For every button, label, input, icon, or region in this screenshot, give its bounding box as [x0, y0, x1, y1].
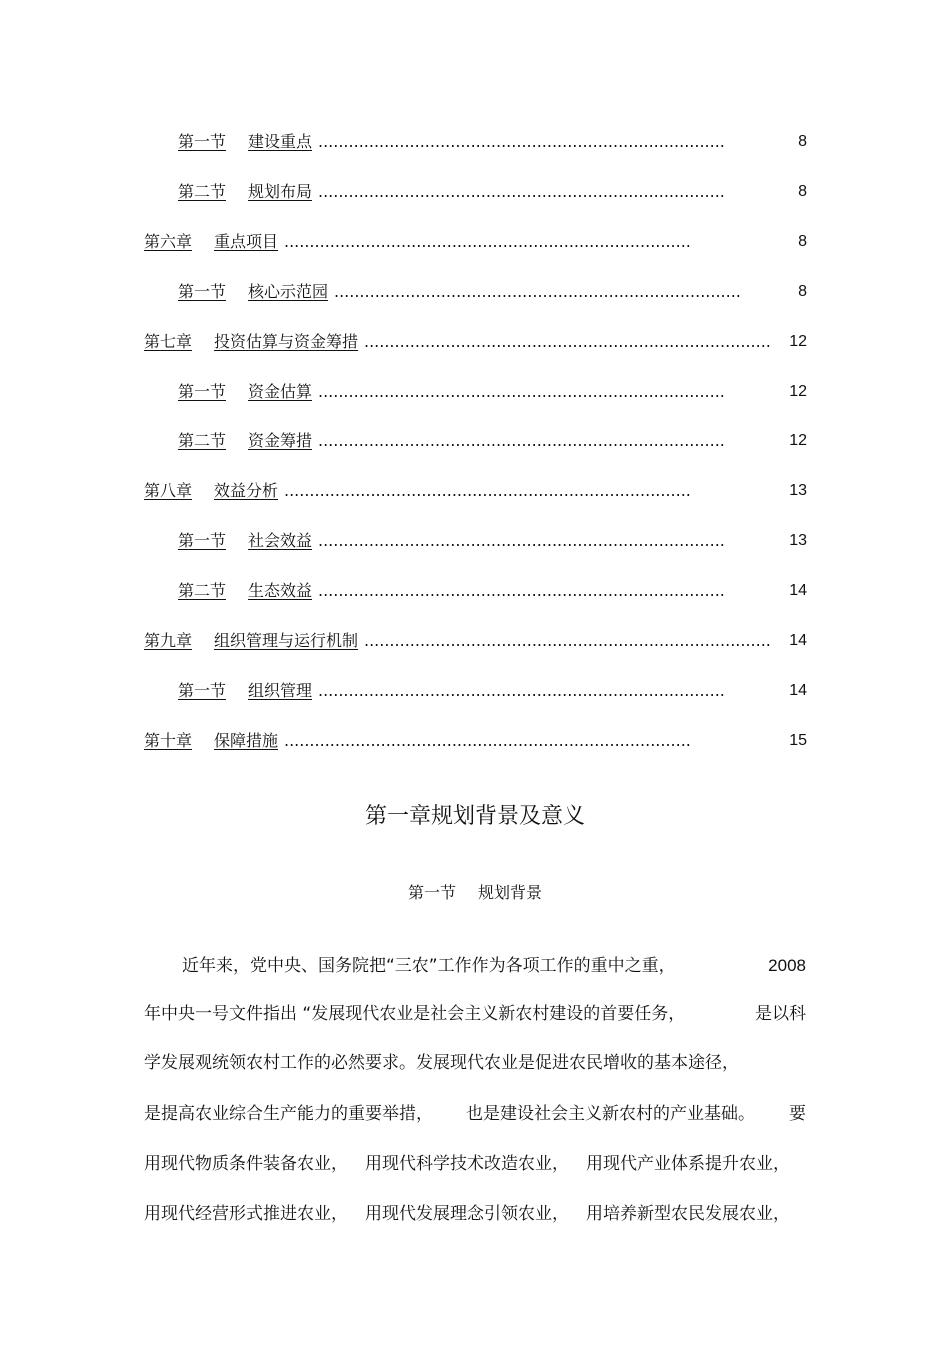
paragraph-text: 近年来，党中央、国务院把“三农”工作作为各项工作的重中之重，	[182, 956, 676, 976]
toc-entry-prefix: 第一节	[178, 282, 227, 301]
toc-page-number: 12	[789, 383, 807, 400]
toc-entry-prefix: 第二节	[178, 431, 227, 450]
chapter-title: 第一章规划背景及意义	[364, 804, 585, 829]
toc-dot-leader: ................................................................................	[318, 182, 725, 201]
toc-dot-leader: ................................................................................	[318, 581, 725, 600]
toc-entry[interactable]	[0, 230, 950, 254]
toc-entry-link[interactable]	[144, 729, 278, 753]
toc-entry-title: 建设重点	[248, 132, 313, 151]
toc-entry[interactable]	[0, 429, 950, 453]
toc-entry[interactable]	[0, 629, 950, 653]
toc-entry-link[interactable]	[178, 529, 312, 553]
toc-entry-title: 核心示范园	[248, 282, 329, 301]
toc-entry-title: 资金筹措	[248, 431, 313, 450]
toc-entry[interactable]	[0, 579, 950, 603]
toc-entry-prefix: 第一节	[178, 382, 227, 401]
toc-entry[interactable]	[0, 280, 950, 304]
toc-page-number: 13	[789, 482, 807, 499]
toc-page-number: 14	[789, 682, 807, 699]
paragraph-line	[144, 1149, 806, 1179]
paragraph-text: 用现代物质条件装备农业，	[144, 1154, 348, 1174]
toc-entry[interactable]	[0, 479, 950, 503]
paragraph-line	[144, 1048, 806, 1078]
toc-dot-leader: ................................................................................	[318, 531, 725, 550]
toc-entry-link[interactable]	[144, 629, 358, 653]
toc-dot-leader: ................................................................................	[364, 631, 771, 650]
toc-entry[interactable]	[0, 529, 950, 553]
section-prefix: 第一节	[407, 883, 456, 902]
paragraph-line	[144, 951, 806, 981]
paragraph-line	[144, 1199, 806, 1229]
toc-entry-title: 规划布局	[248, 182, 313, 201]
toc-entry-title: 投资估算与资金筹措	[214, 332, 359, 351]
paragraph-text: 是以科	[755, 1004, 806, 1024]
toc-entry[interactable]	[0, 380, 950, 404]
toc-entry-link[interactable]	[178, 280, 328, 304]
paragraph-line	[144, 999, 806, 1029]
toc-dot-leader: ................................................................................	[318, 431, 725, 450]
paragraph-text: 用现代产业体系提升农业，	[586, 1154, 790, 1174]
section-name: 规划背景	[478, 883, 543, 902]
toc-dot-leader: ................................................................................	[284, 232, 691, 251]
toc-page-number: 14	[789, 582, 807, 599]
paragraph-text: 是提高农业综合生产能力的重要举措，	[144, 1104, 433, 1124]
toc-entry-link[interactable]	[178, 579, 312, 603]
toc-entry-title: 组织管理与运行机制	[214, 631, 359, 650]
toc-page-number: 8	[798, 183, 807, 200]
toc-entry[interactable]	[0, 729, 950, 753]
toc-entry-link[interactable]	[178, 130, 312, 154]
toc-page-number: 8	[798, 283, 807, 300]
toc-entry-title: 效益分析	[214, 481, 279, 500]
toc-entry-prefix: 第七章	[144, 332, 193, 351]
paragraph-text: 用培养新型农民发展农业，	[586, 1204, 790, 1224]
toc-page-number: 15	[789, 732, 807, 749]
toc-page-number: 8	[798, 233, 807, 250]
toc-entry-link[interactable]	[144, 479, 278, 503]
toc-entry[interactable]	[0, 180, 950, 204]
toc-dot-leader: ................................................................................	[364, 332, 771, 351]
paragraph-text: 学发展观统领农村工作的必然要求。发展现代农业是促进农民增收的基本途径，	[144, 1053, 739, 1073]
toc-entry-title: 保障措施	[214, 731, 279, 750]
paragraph-text: 用现代科学技术改造农业，	[365, 1154, 569, 1174]
toc-page-number: 8	[798, 133, 807, 150]
toc-entry-link[interactable]	[178, 380, 312, 404]
toc-entry-link[interactable]	[178, 679, 312, 703]
toc-entry[interactable]	[0, 330, 950, 354]
paragraph-line	[144, 1099, 806, 1129]
toc-page-number: 14	[789, 632, 807, 649]
toc-entry-prefix: 第一节	[178, 681, 227, 700]
toc-entry-link[interactable]	[178, 180, 312, 204]
toc-dot-leader: ................................................................................	[318, 681, 725, 700]
toc-entry[interactable]	[0, 130, 950, 154]
toc-entry-title: 生态效益	[248, 581, 313, 600]
toc-entry-link[interactable]	[144, 330, 358, 354]
toc-entry-prefix: 第二节	[178, 182, 227, 201]
toc-page-number: 12	[789, 432, 807, 449]
paragraph-text: 也是建设社会主义新农村的产业基础。	[466, 1104, 755, 1124]
toc-dot-leader: ................................................................................	[318, 132, 725, 151]
section-title	[0, 880, 950, 906]
paragraph-text: 用现代经营形式推进农业，	[144, 1204, 348, 1224]
paragraph-text: 年中央一号文件指出 “发展现代农业是社会主义新农村建设的首要任务，	[144, 1004, 686, 1024]
toc-entry-prefix: 第十章	[144, 731, 193, 750]
toc-entry-prefix: 第二节	[178, 581, 227, 600]
toc-entry-prefix: 第六章	[144, 232, 193, 251]
paragraph-text: 用现代发展理念引领农业，	[365, 1204, 569, 1224]
toc-dot-leader: ................................................................................	[334, 282, 741, 301]
toc-entry-title: 社会效益	[248, 531, 313, 550]
paragraph-year: 2008	[768, 956, 806, 975]
toc-entry-title: 重点项目	[214, 232, 279, 251]
toc-dot-leader: ................................................................................	[318, 382, 725, 401]
toc-dot-leader: ................................................................................	[284, 731, 691, 750]
toc-page-number: 12	[789, 333, 807, 350]
toc-entry-link[interactable]	[144, 230, 278, 254]
toc-entry-title: 资金估算	[248, 382, 313, 401]
toc-dot-leader: ................................................................................	[284, 481, 691, 500]
toc-entry-link[interactable]	[178, 429, 312, 453]
toc-entry-title: 组织管理	[248, 681, 313, 700]
toc-entry-prefix: 第一节	[178, 132, 227, 151]
toc-entry-prefix: 第一节	[178, 531, 227, 550]
toc-entry-prefix: 第九章	[144, 631, 193, 650]
toc-page-number: 13	[789, 532, 807, 549]
toc-entry[interactable]	[0, 679, 950, 703]
toc-entry-prefix: 第八章	[144, 481, 193, 500]
paragraph-text: 要	[789, 1104, 806, 1124]
